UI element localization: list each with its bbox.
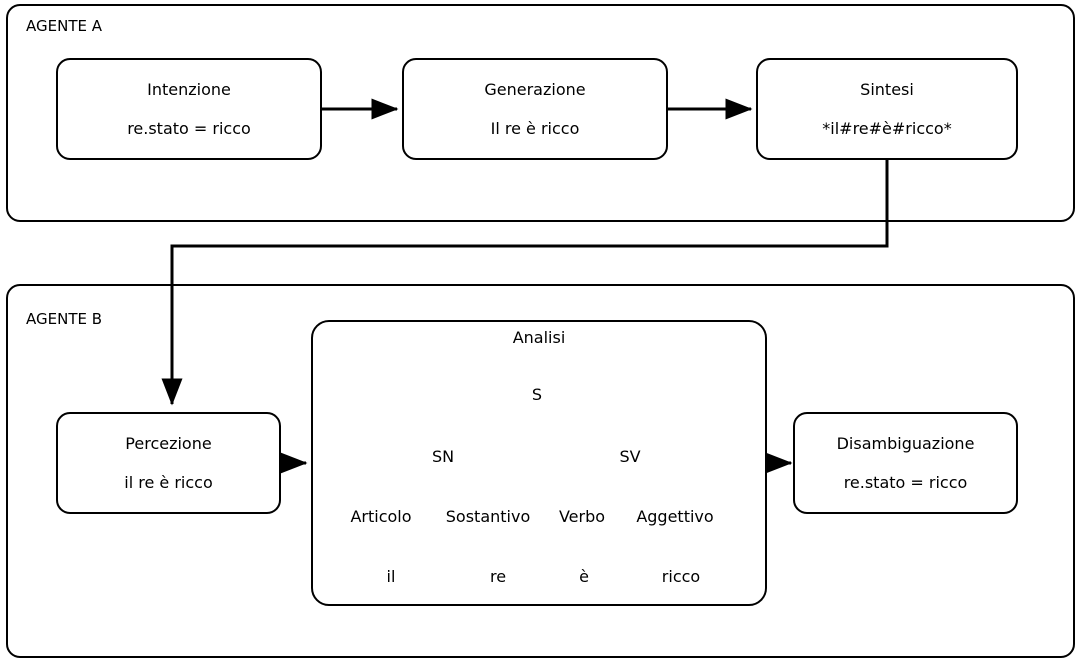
node-generazione[interactable]	[402, 58, 668, 160]
node-percezione[interactable]	[56, 412, 281, 514]
tree-node-aggettivo: Aggettivo	[636, 507, 714, 526]
tree-node-verbo: Verbo	[558, 507, 606, 526]
node-generazione-value: Il re è ricco	[490, 119, 580, 138]
tree-leaf-ricco: ricco	[661, 567, 701, 586]
analysis-container	[311, 320, 767, 606]
node-sintesi-value: *il#re#è#ricco*	[822, 119, 952, 138]
tree-node-sv: SV	[619, 447, 641, 466]
tree-leaf-e: è	[579, 567, 589, 586]
tree-node-articolo: Articolo	[350, 507, 412, 526]
agent-a-label: AGENTE A	[26, 17, 102, 35]
node-percezione-title: Percezione	[125, 434, 212, 453]
node-percezione-value: il re è ricco	[124, 473, 213, 492]
agent-b-label: AGENTE B	[26, 310, 103, 328]
analysis-title: Analisi	[512, 328, 566, 347]
tree-leaf-il: il	[386, 567, 396, 586]
tree-node-s: S	[531, 385, 543, 404]
node-disambiguazione[interactable]	[793, 412, 1018, 514]
node-generazione-title: Generazione	[484, 80, 586, 99]
tree-node-sostantivo: Sostantivo	[445, 507, 531, 526]
node-disambiguazione-title: Disambiguazione	[836, 434, 975, 453]
tree-leaf-re: re	[489, 567, 507, 586]
node-disambiguazione-value: re.stato = ricco	[843, 473, 968, 492]
tree-node-sn: SN	[431, 447, 455, 466]
node-sintesi[interactable]	[756, 58, 1018, 160]
node-sintesi-title: Sintesi	[860, 80, 914, 99]
node-intenzione-value: re.stato = ricco	[127, 119, 251, 138]
node-intenzione[interactable]	[56, 58, 322, 160]
node-intenzione-title: Intenzione	[147, 80, 231, 99]
